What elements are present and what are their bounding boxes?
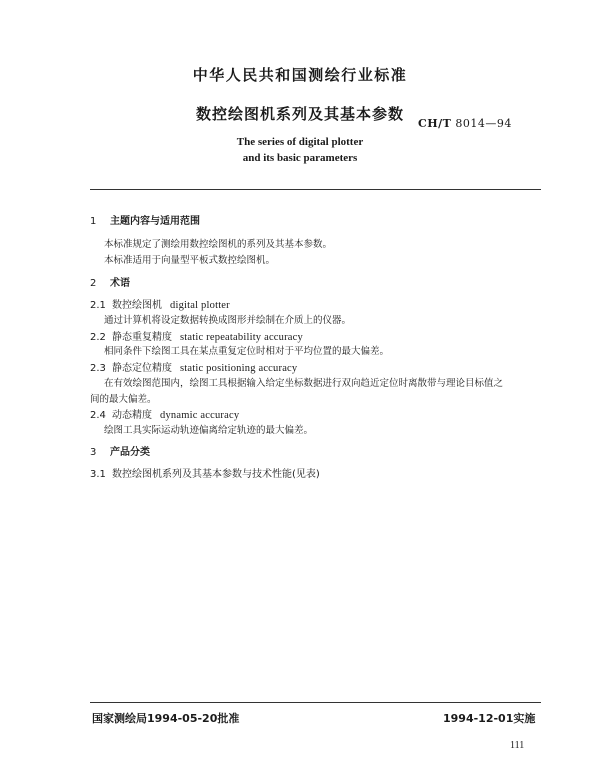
section-1-heading <box>90 212 200 227</box>
clause-2-4-term: 动态精度 <box>112 410 152 421</box>
section-1-title: 主题内容与适用范围 <box>110 216 200 227</box>
clause-2-1-term: 数控绘图机 <box>112 300 162 311</box>
standard-code-prefix: CH/T <box>418 117 452 130</box>
section-3-title: 产品分类 <box>110 447 150 458</box>
section-1-number: 1 <box>90 216 97 227</box>
clause-2-1 <box>90 296 230 311</box>
approval-date: 国家测绘局1994-05-20批准 <box>92 712 240 725</box>
implementation-date: 1994-12-01实施 <box>443 712 536 725</box>
standard-code-number: 8014—94 <box>455 117 512 130</box>
clause-2-2-term: 静态重复精度 <box>112 332 172 343</box>
document-title: 数控绘图机系列及其基本参数 <box>195 105 404 123</box>
clause-2-3-definition-line1: 在有效绘图范围内，绘图工具根据输入给定坐标数据进行双向趋近定位时离散带与理论目标值之 <box>104 378 504 389</box>
clause-2-1-definition: 通过计算机将设定数据转换成图形并绘制在介质上的仪器。 <box>104 315 352 326</box>
section-1-paragraph-1: 本标准规定了测绘用数控绘图机的系列及其基本参数。 <box>104 239 333 250</box>
clause-2-3-term: 静态定位精度 <box>112 363 172 374</box>
section-3-number: 3 <box>90 447 97 458</box>
clause-2-3 <box>90 359 297 374</box>
clause-3-1-number: 3.1 <box>90 469 106 480</box>
clause-2-4-english: dynamic accuracy <box>160 410 240 421</box>
section-2-heading <box>90 274 130 289</box>
standard-organization: 中华人民共和国测绘行业标准 <box>192 66 408 84</box>
clause-2-1-english: digital plotter <box>170 300 230 311</box>
clause-2-3-english: static positioning accuracy <box>180 363 298 374</box>
footer-divider <box>90 702 541 703</box>
section-2-title: 术语 <box>110 278 130 289</box>
clause-2-4 <box>90 406 239 421</box>
standard-code <box>418 117 512 130</box>
english-title-line2: and its basic parameters <box>242 152 358 164</box>
section-2-number: 2 <box>90 278 97 289</box>
page-number: 111 <box>510 740 525 751</box>
header-divider <box>90 189 541 190</box>
clause-2-3-number: 2.3 <box>90 363 106 374</box>
section-1-paragraph-2: 本标准适用于向量型平板式数控绘图机。 <box>104 255 276 266</box>
clause-2-2-english: static repeatability accuracy <box>180 332 303 343</box>
clause-2-2-number: 2.2 <box>90 332 106 343</box>
clause-3-1-text: 数控绘图机系列及其基本参数与技术性能(见表) <box>112 469 320 480</box>
clause-2-4-number: 2.4 <box>90 410 106 421</box>
section-3-heading <box>90 443 150 458</box>
clause-2-1-number: 2.1 <box>90 300 106 311</box>
clause-2-4-definition: 绘图工具实际运动轨迹偏离给定轨迹的最大偏差。 <box>104 425 314 436</box>
clause-3-1 <box>90 465 320 480</box>
english-title-line1: The series of digital plotter <box>236 136 364 148</box>
clause-2-2 <box>90 328 303 343</box>
clause-2-2-definition: 相同条件下绘图工具在某点重复定位时相对于平均位置的最大偏差。 <box>104 346 390 357</box>
clause-2-3-definition-line2: 间的最大偏差。 <box>90 394 157 405</box>
